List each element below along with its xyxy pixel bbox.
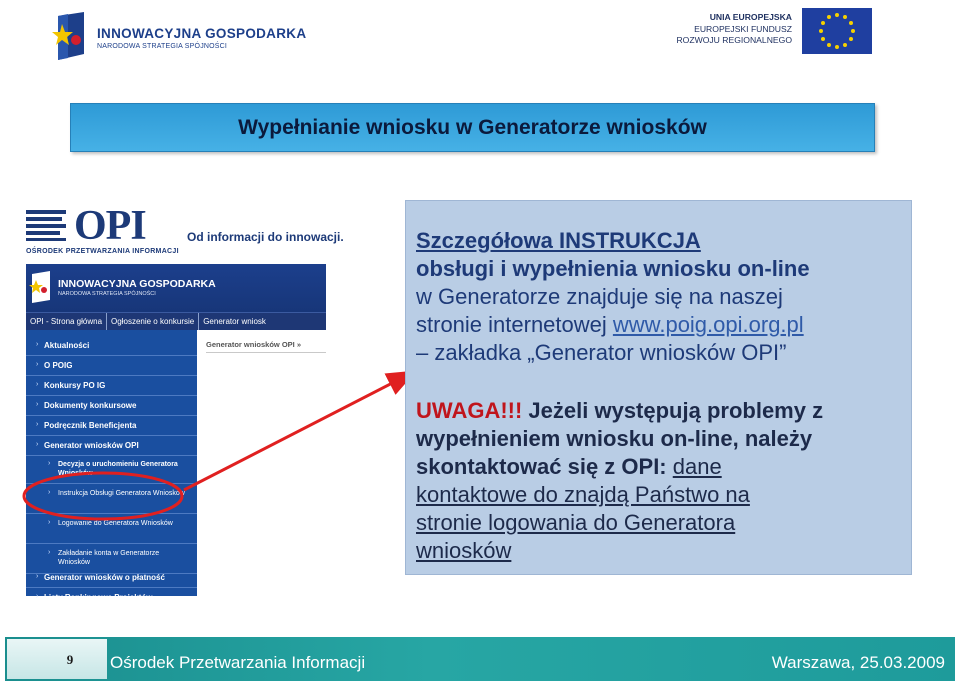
eu-line-3: ROZWOJU REGIONALNEGO	[676, 35, 792, 45]
sidebar-item-label: Generator wniosków OPI	[44, 441, 139, 450]
sidebar-item-label: O POIG	[44, 361, 73, 370]
sidebar-item-contests[interactable]	[26, 376, 197, 396]
warning-line-3	[416, 453, 722, 481]
submenu-item-instructions[interactable]	[26, 484, 197, 514]
chevron-right-icon: ›	[48, 489, 51, 496]
info-line-2: obsługi i wypełnienia wniosku on-line	[416, 256, 810, 281]
submenu-item-login[interactable]	[26, 514, 197, 544]
nav-contest-announcement[interactable]: Ogłoszenie o konkursie	[107, 313, 199, 331]
sidebar-item-label: Listy Rankingowe Projektów	[44, 593, 153, 602]
sidebar-item-label: Konkursy PO IG	[44, 381, 106, 390]
sidebar-item-label: Aktualności	[44, 341, 90, 350]
innovative-economy-logo	[54, 10, 307, 66]
slide-title: Wypełnianie wniosku w Generatorze wniosków	[238, 116, 707, 139]
warning-text-3: skontaktować się z OPI:	[416, 454, 673, 479]
warning-line-6	[416, 537, 511, 565]
eu-flag-icon	[802, 8, 872, 54]
opi-brand-subtitle: OŚRODEK PRZETWARZANIA INFORMACJI	[26, 248, 179, 255]
eu-logo	[668, 8, 872, 56]
chevron-right-icon: ›	[48, 549, 51, 556]
website-link[interactable]: www.poig.opi.org.pl	[612, 312, 804, 337]
warning-text-5[interactable]: stronie logowania do Generatora	[416, 510, 736, 535]
sidebar-item-o-poig[interactable]	[26, 356, 197, 376]
submenu-item-decision[interactable]	[26, 456, 197, 484]
ig-flag-icon	[30, 270, 52, 304]
warning-line-1	[416, 397, 823, 425]
chevron-right-icon: ›	[36, 401, 39, 408]
warning-line-4	[416, 481, 750, 509]
submenu-item-label: Decyzja o uruchomieniu Generatora Wniosków	[58, 461, 178, 477]
eu-line-1: UNIA EUROPEJSKA	[709, 12, 792, 22]
submenu-item-label: Logowanie do Generatora Wniosków	[58, 520, 173, 527]
footer-bar	[5, 637, 955, 681]
info-line-4-text: stronie internetowej	[416, 312, 613, 337]
sidebar-item-documents[interactable]	[26, 396, 197, 416]
warning-line-5	[416, 509, 735, 537]
opi-stripes-icon	[26, 208, 70, 242]
title-banner	[70, 103, 875, 152]
footer-organization: Ośrodek Przetwarzania Informacji	[110, 653, 366, 672]
info-line-3: w Generatorze znajduje się na naszej	[416, 284, 783, 309]
submenu-item-label: Zakładanie konta w Generatorze Wniosków	[58, 550, 160, 566]
eu-logo-text	[676, 12, 792, 47]
sidebar-item-label: Podręcznik Beneficjenta	[44, 421, 137, 430]
ig-banner	[26, 264, 326, 312]
chevron-right-icon: ›	[48, 460, 51, 467]
info-line-4	[416, 311, 804, 339]
eu-line-2: EUROPEJSKI FUNDUSZ	[694, 23, 792, 34]
warning-label: UWAGA!!!	[416, 398, 523, 423]
warning-text-2: wypełnieniem wniosku on-line, należy	[416, 426, 813, 451]
generator-link[interactable]: Generator wniosków OPI »	[206, 340, 302, 349]
nav-generator[interactable]: Generator wniosk	[203, 317, 266, 326]
nav-home[interactable]: OPI - Strona główna	[26, 313, 107, 331]
chevron-right-icon: ›	[48, 519, 51, 526]
page-number: 9	[66, 652, 74, 667]
submenu-item-label: Instrukcja Obsługi Generatora Wniosków	[58, 490, 185, 497]
chevron-right-icon: ›	[36, 421, 39, 428]
site-sidebar	[26, 330, 197, 602]
contact-link[interactable]: dane	[672, 454, 722, 479]
sidebar-item-payment-generator[interactable]	[26, 568, 197, 588]
sidebar-item-label: Generator wniosków o płatność	[44, 573, 165, 582]
warning-line-2	[416, 425, 812, 453]
chevron-right-icon: ›	[36, 593, 39, 600]
left-logo-subtitle: NARODOWA STRATEGIA SPÓJNOŚCI	[97, 43, 228, 50]
content-divider	[206, 352, 326, 353]
footer-place-date: Warszawa, 25.03.2009	[771, 653, 945, 672]
chevron-right-icon: ›	[36, 341, 39, 348]
info-line-5: – zakładka „Generator wniosków OPI”	[416, 340, 787, 365]
info-line-1: Szczegółowa INSTRUKCJA	[416, 228, 701, 253]
chevron-right-icon: ›	[36, 573, 39, 580]
chevron-right-icon: ›	[36, 441, 39, 448]
info-box	[405, 200, 912, 575]
sidebar-item-news[interactable]	[26, 336, 197, 356]
opi-tagline: Od informacji do innowacji.	[187, 230, 344, 244]
chevron-right-icon: ›	[36, 381, 39, 388]
innovative-economy-flag-icon	[54, 10, 88, 62]
chevron-right-icon: ›	[36, 361, 39, 368]
ig-subtitle: NARODOWA STRATEGIA SPÓJNOŚCI	[58, 291, 156, 297]
warning-text-6[interactable]: wniosków	[416, 538, 512, 563]
ig-name: INNOWACYJNA GOSPODARKA	[58, 278, 216, 290]
sidebar-item-ranking-lists[interactable]	[26, 588, 197, 608]
site-nav-bar	[26, 312, 326, 331]
left-logo-name: INNOWACYJNA GOSPODARKA	[97, 26, 307, 41]
sidebar-item-generator[interactable]	[26, 436, 197, 456]
opi-brand: OPI	[74, 203, 146, 249]
sidebar-item-label: Dokumenty konkursowe	[44, 401, 137, 410]
opi-website-screenshot	[26, 203, 344, 602]
warning-text-4[interactable]: kontaktowe do znajdą Państwo na	[416, 482, 750, 507]
warning-text-1: Jeżeli występują problemy z	[522, 398, 824, 423]
opi-logo	[26, 203, 344, 264]
site-content-area	[197, 330, 326, 596]
sidebar-item-handbook[interactable]	[26, 416, 197, 436]
info-heading	[416, 227, 701, 255]
